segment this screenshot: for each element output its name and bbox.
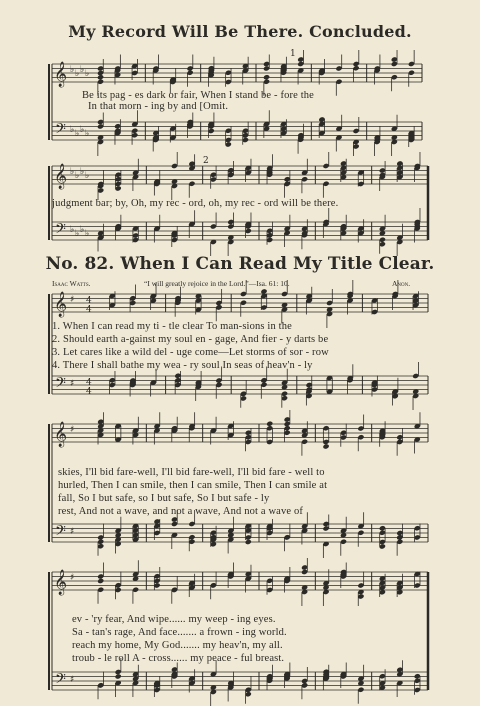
hymn-title — [0, 254, 480, 274]
key-signature: ♯ — [70, 379, 75, 389]
time-signature: 4 — [86, 305, 92, 315]
note-head — [97, 578, 104, 584]
verse-line: reach my home, My God....... my heav'n, my all. — [72, 640, 283, 651]
key-signature: ♭ — [85, 171, 90, 181]
bass-clef: 𝄢 — [55, 523, 66, 543]
bass-clef: 𝄢 — [55, 375, 66, 395]
treble-clef: 𝄞 — [54, 62, 68, 87]
bass-clef: 𝄢 — [55, 671, 66, 691]
verse-line: skies, I'll bid fare-well, I'll bid fare-well, I'll bid fare - well to — [58, 467, 325, 478]
time-signature: 4 — [86, 387, 92, 397]
composer-credit: Anon. — [392, 279, 411, 288]
key-signature: ♭ — [70, 65, 75, 75]
treble-clef: 𝄞 — [54, 292, 68, 317]
verse-line: Sa - tan's rage, And face....... a frown - ing world. — [72, 627, 287, 638]
bass-clef: 𝄢 — [55, 121, 66, 141]
lyrics-line: Be its pag - es dark or fair, When I stand be - fore the — [82, 90, 314, 101]
scripture-reference: “I will greatly rejoice in the Lord.”—Isa. 61: 10. — [144, 279, 290, 288]
lyrics-line: judgment bar; by, Oh, my rec - ord, oh, my rec - ord will be there. — [52, 198, 339, 209]
key-signature: ♭ — [75, 69, 80, 79]
key-signature: ♭ — [75, 229, 80, 239]
author-credit: Isaac Watts. — [52, 279, 91, 288]
key-signature: ♯ — [70, 573, 75, 583]
note-head — [266, 421, 273, 427]
verse-line: 3. Let cares like a wild del - uge come—Let storms of sor - row — [52, 347, 329, 358]
key-signature: ♯ — [70, 425, 75, 435]
verse-line: 2. Should earth a-gainst my soul en - gage, And fier - y darts be — [52, 334, 329, 345]
verse-line: rest, And not a wave, and not a wave, And not a wave of — [58, 506, 304, 517]
key-signature: ♭ — [75, 129, 80, 139]
key-signature: ♯ — [70, 295, 75, 305]
hymn-title-text: When I Can Read My Title Clear. — [120, 254, 435, 274]
time-signature: 4 — [86, 296, 92, 306]
note-head — [322, 443, 329, 449]
key-signature: ♭ — [80, 167, 85, 177]
key-signature: ♭ — [70, 167, 75, 177]
lyrics-line: In that morn - ing by and [Omit. — [88, 101, 229, 112]
key-signature: ♭ — [85, 129, 90, 139]
treble-clef: 𝄞 — [54, 422, 68, 447]
key-signature: ♭ — [85, 69, 90, 79]
bass-clef: 𝄢 — [55, 221, 66, 241]
treble-clef: 𝄞 — [54, 570, 68, 595]
key-signature: ♭ — [70, 225, 75, 235]
note-head — [97, 74, 104, 80]
measure-number: 1 — [290, 49, 296, 59]
time-signature: 4 — [86, 378, 92, 388]
verse-line: ev - 'ry fear, And wipe...... my weep - ing eyes. — [72, 614, 276, 625]
key-signature: ♯ — [70, 675, 75, 685]
key-signature: ♭ — [85, 229, 90, 239]
key-signature: ♭ — [80, 65, 85, 75]
measure-number: 2 — [203, 156, 209, 166]
verse-line: 4. There I shall bathe my wea - ry soul In seas of heav'n - ly — [52, 360, 313, 371]
verse-line: fall, So I but safe, so I but safe, So I but safe - ly — [58, 493, 270, 504]
note-head — [263, 74, 270, 80]
verse-line: 1. When I can read my ti - tle clear To man-sions in the — [52, 321, 292, 332]
verse-line: troub - le roll A - cross...... my peace - ful breast. — [72, 653, 285, 664]
key-signature: ♯ — [70, 527, 75, 537]
key-signature: ♭ — [70, 125, 75, 135]
verse-line: hurled, Then I can smile, then I can smile, Then I can smile at — [58, 480, 328, 491]
hymn-title-continued: My Record Will Be There. Concluded. — [68, 22, 412, 41]
treble-clef: 𝄞 — [54, 164, 68, 189]
hymn-number: No. 82. — [45, 254, 115, 274]
key-signature: ♭ — [75, 171, 80, 181]
key-signature: ♭ — [80, 125, 85, 135]
key-signature: ♭ — [80, 225, 85, 235]
note-head — [115, 673, 122, 679]
